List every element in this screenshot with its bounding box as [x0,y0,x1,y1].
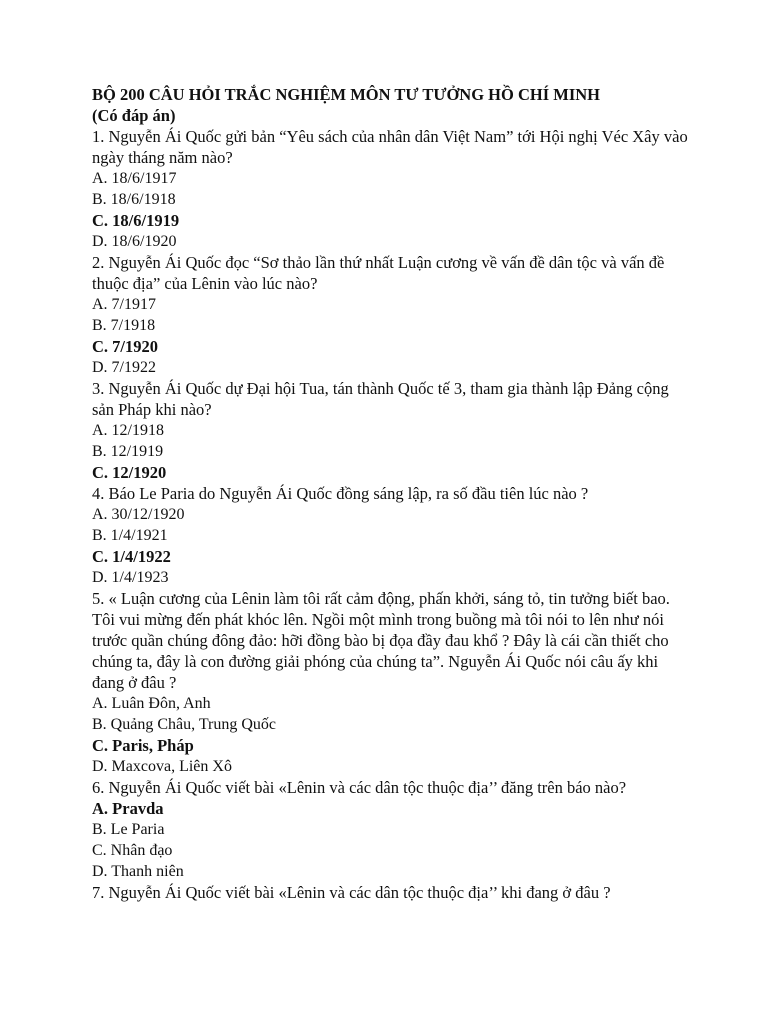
answer-option: A. Luân Đôn, Anh [92,695,211,712]
answer-option: B. Le Paria [92,821,165,838]
question-item [92,252,692,378]
answer-option: B. 18/6/1918 [92,191,176,208]
question-text: 5. « Luận cương của Lênin làm tôi rất cảm động, phấn khởi, sáng tỏ, tin tưởng biết bao. Tôi vui mừng đến phát khóc lên. Ngồi một mình trong buồng mà tôi nói to lên như nói trước quần chúng đông đảo: hỡi đồng bào bị đọa đầy đau khổ ? Đây là cái cần thiết cho chúng ta, đây là con đường giải phóng của chúng ta”. Nguyễn Ái Quốc nói câu ấy khi đang ở đâu ? [92,589,670,692]
question-text: 2. Nguyễn Ái Quốc đọc “Sơ thảo lần thứ nhất Luận cương về vấn đề dân tộc và vấn đề thuộc địa” của Lênin vào lúc nào? [92,253,665,293]
answer-option-correct: C. 7/1920 [92,337,158,356]
document-page [92,84,692,903]
question-item [92,126,692,252]
answer-option: B. Quảng Châu, Trung Quốc [92,716,277,733]
answer-option-correct: C. 1/4/1922 [92,547,171,566]
question-item [92,378,692,483]
answer-option: A. 12/1918 [92,422,164,439]
question-item [92,777,692,882]
answer-option: D. Maxcova, Liên Xô [92,758,232,775]
answer-option: D. 7/1922 [92,359,156,376]
answer-option-correct: C. 18/6/1919 [92,211,180,230]
answer-option-correct: C. 12/1920 [92,463,167,482]
question-text: 4. Báo Le Paria do Nguyễn Ái Quốc đồng sáng lập, ra số đầu tiên lúc nào ? [92,484,589,503]
answer-option: D. 1/4/1923 [92,569,169,586]
answer-option: B. 7/1918 [92,317,156,334]
answer-option: B. 12/1919 [92,443,164,460]
question-text: 1. Nguyễn Ái Quốc gửi bản “Yêu sách của nhân dân Việt Nam” tới Hội nghị Véc Xây vào ngày tháng năm nào? [92,127,688,167]
question-text: 6. Nguyễn Ái Quốc viết bài «Lênin và các dân tộc thuộc địa’’ đăng trên báo nào? [92,778,627,797]
answer-option-correct: C. Paris, Pháp [92,736,194,755]
answer-option: A. 30/12/1920 [92,506,185,523]
question-item [92,882,692,903]
answer-option-correct: A. Pravda [92,799,164,818]
document-title: BỘ 200 CÂU HỎI TRẮC NGHIỆM MÔN TƯ TƯỞNG HỒ CHÍ MINH [92,85,601,104]
answer-option: D. Thanh niên [92,863,184,880]
answer-option: A. 18/6/1917 [92,170,177,187]
question-text: 7. Nguyễn Ái Quốc viết bài «Lênin và các dân tộc thuộc địa’’ khi đang ở đâu ? [92,883,611,902]
question-item [92,483,692,588]
answer-option: B. 1/4/1921 [92,527,168,544]
question-text: 3. Nguyễn Ái Quốc dự Đại hội Tua, tán thành Quốc tế 3, tham gia thành lập Đảng cộng sản Pháp khi nào? [92,379,669,419]
answer-option: C. Nhân đạo [92,842,173,859]
answer-option: D. 18/6/1920 [92,233,177,250]
question-list [92,126,692,903]
answer-option: A. 7/1917 [92,296,156,313]
question-item [92,588,692,777]
document-subtitle: (Có đáp án) [92,106,176,125]
